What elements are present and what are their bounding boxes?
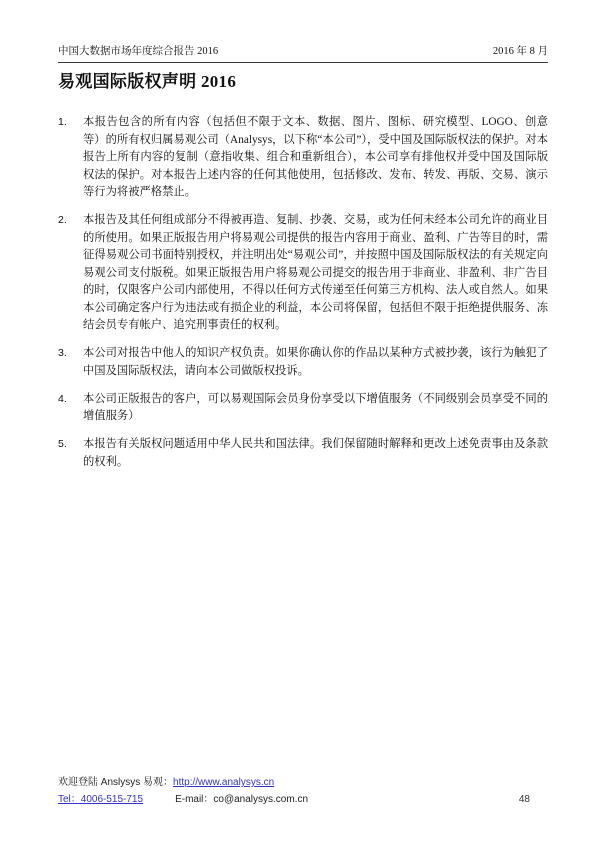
list-item <box>58 345 548 380</box>
page-header <box>58 45 548 63</box>
page-number: 48 <box>518 794 530 805</box>
copyright-list <box>58 114 548 482</box>
item-text: 本报告包含的所有内容（包括但不限于文本、数据、图片、图标、研究模型、LOGO、创意等）的所有权归属易观公司（Analysys，以下称“本公司”），受中国及国际版权法的保护。对本报告上所有内容的复制（意指收集、组合和重新组合），本公司享有排他权并受中国及国际版权法的保护。对本报告上述内容的任何其他使用，包括修改、发布、转发、再版、交易、演示等行为将被严格禁止。 <box>83 116 548 198</box>
list-item <box>58 391 548 426</box>
list-item <box>58 212 548 335</box>
item-number: 1. <box>58 116 67 128</box>
footer-contact-line <box>58 793 548 806</box>
header-date: 2016 年 8 月 <box>492 46 548 57</box>
item-text: 本公司正版报告的客户，可以易观国际会员身份享受以下增值服务（不同级别会员享受不同的增值服务） <box>83 392 548 422</box>
item-number: 2. <box>58 214 67 226</box>
item-text: 本报告及其任何组成部分不得被再造、复制、抄袭、交易，或为任何未经本公司允许的商业目的所使用。如果正版报告用户将易观公司提供的报告内容用于商业、盈利、广告等目的时，需征得易观公司书面特别授权，并注明出处“易观公司”，并按照中国及国际版权法的有关规定向易观公司支付版税。如果正版报告用户将易观公司提交的报告用于非商业、非盈利、非广告目的时，仅限客户公司内部使用，不得以任何方式传递至任何第三方机构、法人或自然人。如果本公司确定客户行为违法或有损企业的利益，本公司将保留，包括但不限于拒绝提供服务、冻结会员专有帐户、追究刑事责任的权利。 <box>83 214 548 331</box>
page-title: 易观国际版权声明 2016 <box>58 72 237 91</box>
list-item <box>58 436 548 471</box>
item-number: 5. <box>58 438 67 450</box>
item-number: 4. <box>58 392 67 405</box>
welcome-text: 欢迎登陆 Anslysys 易观： <box>58 777 174 788</box>
header-report-title: 中国大数据市场年度综合报告 2016 <box>58 46 219 57</box>
item-text: 本公司对报告中他人的知识产权负责。如果你确认你的作品以某种方式被抄袭，该行为触犯了中国及国际版权法，请向本公司做版权投诉。 <box>83 347 548 377</box>
footer-welcome-line <box>58 776 548 789</box>
email-text: E-mail：co@analysys.com.cn <box>175 794 309 805</box>
list-item <box>58 114 548 202</box>
item-number: 3. <box>58 347 67 359</box>
website-link[interactable]: http://www.analysys.cn <box>173 777 275 788</box>
tel-link[interactable]: Tel：4006-515-715 <box>58 794 144 805</box>
item-text: 本报告有关版权问题适用中华人民共和国法律。我们保留随时解释和更改上述免责事由及条款的权利。 <box>83 438 548 468</box>
page-footer <box>58 776 548 806</box>
